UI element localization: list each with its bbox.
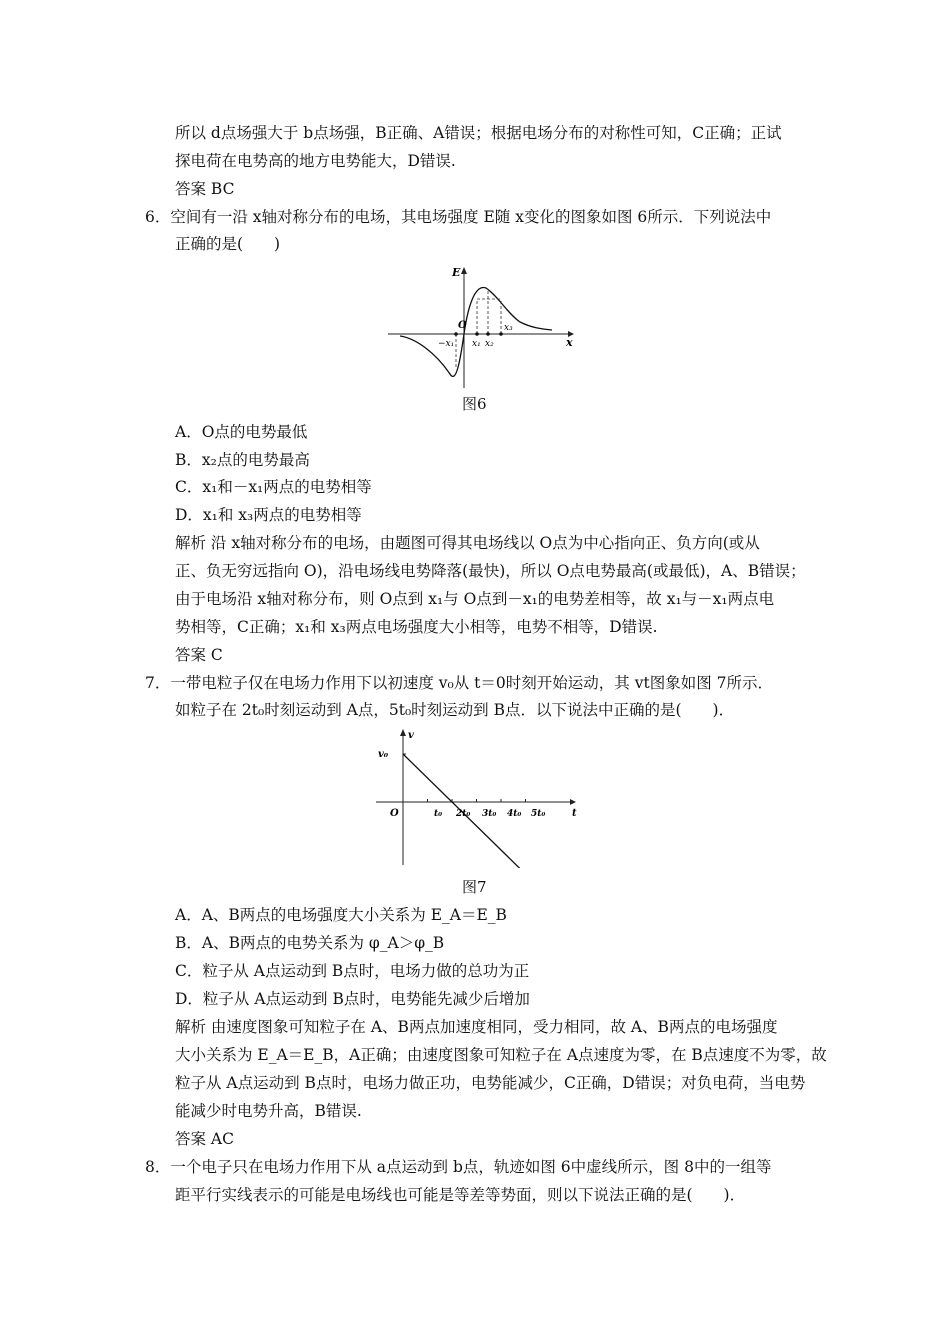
q7-option-d: D．粒子从 A点运动到 B点时，电势能先减少后增加: [175, 990, 530, 1008]
q7-analysis-line-2: 大小关系为 E_A＝E_B，A正确；由速度图象可知粒子在 A点速度为零，在 B点速度不为零，故: [175, 1046, 827, 1064]
fig7-caption: 图7: [462, 878, 487, 896]
q7-stem-line-2: 如粒子在 2t₀时刻运动到 A点，5t₀时刻运动到 B点．以下说法中正确的是( )．: [175, 701, 735, 719]
fig6-tick-x1: x₁: [472, 339, 481, 349]
q6-option-a: A．O点的电势最低: [175, 423, 308, 441]
fig6-tick-neg-x1: −x₁: [438, 339, 455, 349]
q6-option-d: D．x₁和 x₃两点的电势相等: [175, 506, 362, 524]
q6-analysis-line-4: 势相等，C正确；x₁和 x₃两点电场强度大小相等，电势不相等，D错误.: [175, 618, 658, 636]
fig7-tick-4t0: 4t₀: [507, 809, 522, 819]
fig6-caption: 图6: [462, 395, 487, 413]
fig6-y-arrow: [461, 267, 467, 274]
fig7-x-label: t: [572, 808, 577, 819]
q6-analysis-line-3: 由于电场沿 x轴对称分布，则 O点到 x₁与 O点到－x₁的电势差相等，故 x₁与－x₁两点电: [175, 590, 775, 608]
fig7-x-arrow: [570, 799, 576, 805]
q7-option-a: A．A、B两点的电场强度大小关系为 E_A＝E_B: [175, 906, 507, 924]
q7-stem-line-1: 7．一带电粒子仅在电场力作用下以初速度 v₀从 t＝0时刻开始运动，其 vt图象如图 7所示．: [145, 674, 773, 692]
q8-stem-line-1: 8．一个电子只在电场力作用下从 a点运动到 b点，轨迹如图 6中虚线所示，图 8中的一组等: [145, 1158, 772, 1176]
fig6-tick-x3: x₃: [504, 323, 513, 333]
q5-answer: 答案 BC: [175, 180, 235, 198]
fig6-x-label: x: [566, 336, 573, 349]
q6-option-b: B．x₂点的电势最高: [175, 451, 310, 469]
figure-6: [380, 262, 580, 392]
fig7-y-label: v: [408, 730, 414, 741]
q7-option-c: C．粒子从 A点运动到 B点时，电场力做的总功为正: [175, 962, 530, 980]
fig6-point-neg-x1: [454, 332, 458, 336]
fig7-tick-t0: t₀: [434, 809, 443, 819]
q5-analysis-line-1: 所以 d点场强大于 b点场强，B正确、A错误；根据电场分布的对称性可知，C正确；正试: [175, 124, 782, 142]
q6-analysis-line-1: 解析 沿 x轴对称分布的电场，由题图可得其电场线以 O点为中心指向正、负方向(或从: [175, 534, 760, 552]
q6-analysis-line-2: 正、负无穷远指向 O)，沿电场线电势降落(最快)，所以 O点电势最高(或最低)，A、B错误；: [175, 562, 806, 580]
q7-option-b: B．A、B两点的电势关系为 φ_A＞φ_B: [175, 934, 445, 952]
q7-analysis-line-1: 解析 由速度图象可知粒子在 A、B两点加速度相同，受力相同，故 A、B两点的电场强度: [175, 1018, 778, 1036]
q6-stem-line-2: 正确的是( ): [175, 235, 281, 253]
fig6-tick-x2: x₂: [485, 339, 494, 349]
q7-answer: 答案 AC: [175, 1130, 234, 1148]
figure-7: [368, 728, 588, 868]
fig7-y-arrow: [400, 729, 406, 736]
q8-stem-line-2: 距平行实线表示的可能是电场线也可能是等差等势面，则以下说法正确的是( )．: [175, 1186, 746, 1204]
q7-analysis-line-3: 粒子从 A点运动到 B点时，电场力做正功，电势能减少，C正确，D错误；对负电荷，当电势: [175, 1074, 806, 1092]
fig7-tick-3t0: 3t₀: [482, 809, 497, 819]
fig6-point-x1: [475, 332, 479, 336]
q6-stem-line-1: 6．空间有一沿 x轴对称分布的电场，其电场强度 E随 x变化的图象如图 6所示．下列说法中: [145, 208, 772, 226]
q6-option-c: C．x₁和－x₁两点的电势相等: [175, 478, 372, 496]
fig6-point-x2: [486, 332, 490, 336]
q5-analysis-line-2: 探电荷在电势高的地方电势能大，D错误.: [175, 152, 456, 170]
fig7-v0-label: v₀: [378, 749, 389, 760]
fig6-curve: [400, 288, 552, 377]
q6-answer: 答案 C: [175, 646, 223, 664]
fig6-point-x3: [499, 332, 503, 336]
fig6-origin-label: O: [458, 320, 467, 331]
fig6-y-label: E: [452, 266, 461, 279]
fig7-tick-5t0: 5t₀: [531, 809, 546, 819]
fig7-origin-label: O: [390, 808, 399, 819]
q7-analysis-line-4: 能减少时电势升高，B错误.: [175, 1102, 362, 1120]
fig7-tick-2t0: 2t₀: [456, 809, 471, 819]
